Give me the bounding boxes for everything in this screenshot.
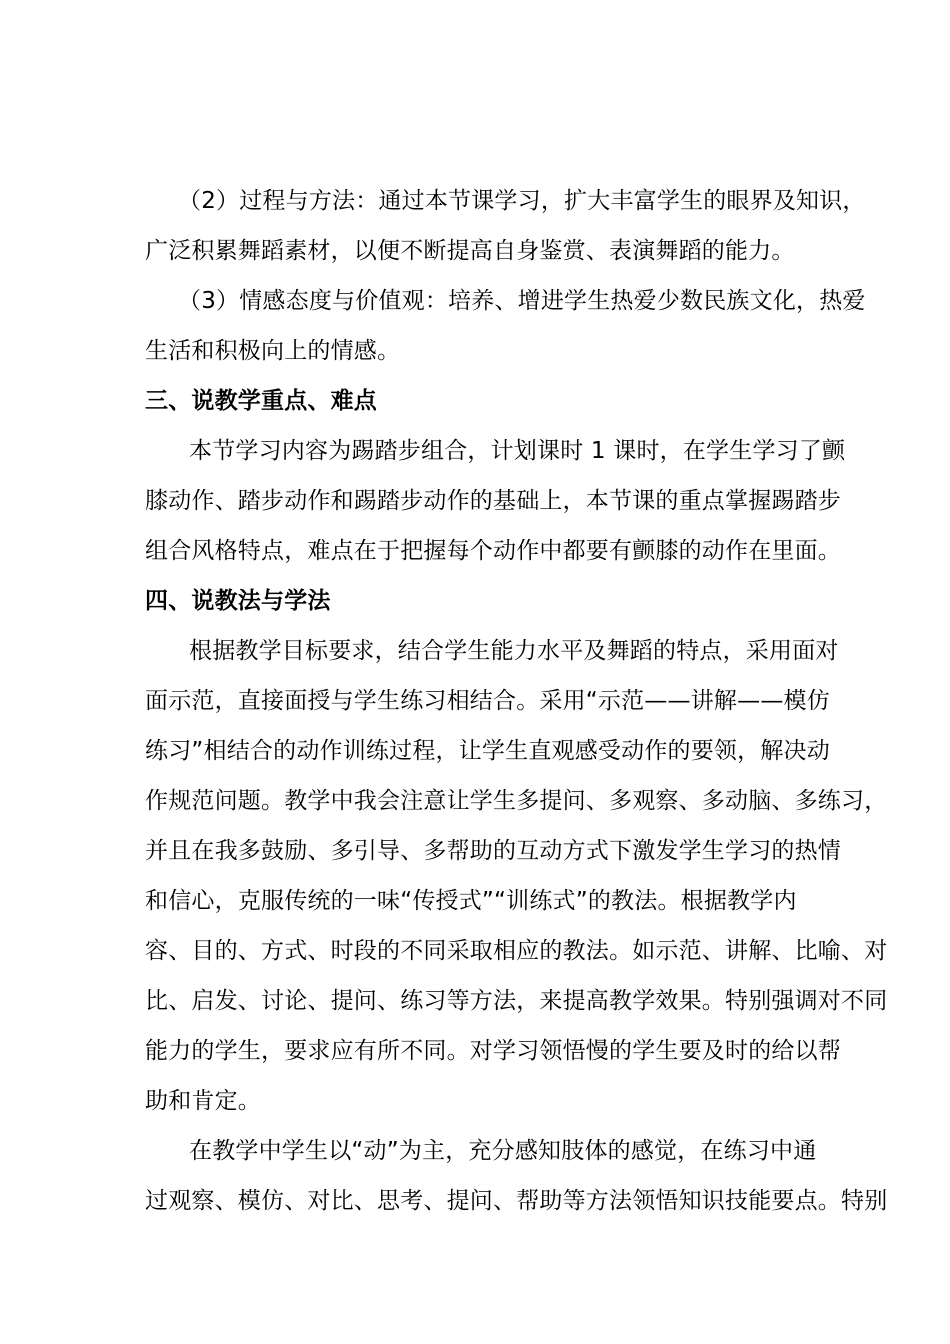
- text-line: 和信心，克服传统的一味“传授式”“训练式”的教法。根据教学内: [145, 888, 797, 914]
- text-line: 根据教学目标要求，结合学生能力水平及舞蹈的特点，采用面对: [189, 638, 839, 664]
- text-line: 作规范问题。教学中我会注意让学生多提问、多观察、多动脑、多练习，: [145, 788, 888, 814]
- text-line: （3）情感态度与价值观：培养、增进学生热爱少数民族文化，热爱: [178, 288, 866, 314]
- text-line: 组合风格特点，难点在于把握每个动作中都要有颤膝的动作在里面。: [145, 538, 841, 564]
- section-heading-methods: 四、说教法与学法: [145, 588, 331, 614]
- text-line: 助和肯定。: [145, 1088, 261, 1114]
- text-line: 过观察、模仿、对比、思考、提问、帮助等方法领悟知识技能要点。特别: [145, 1188, 888, 1214]
- text-line: 比、启发、讨论、提问、练习等方法，来提高教学效果。特别强调对不同: [145, 988, 888, 1014]
- text-line: 能力的学生，要求应有所不同。对学习领悟慢的学生要及时的给以帮: [145, 1038, 841, 1064]
- text-line: 面示范，直接面授与学生练习相结合。采用“示范——讲解——模仿: [145, 688, 830, 714]
- text-line: 练习”相结合的动作训练过程，让学生直观感受动作的要领，解决动: [145, 738, 830, 764]
- text-line: 并且在我多鼓励、多引导、多帮助的互动方式下激发学生学习的热情: [145, 838, 841, 864]
- text-line: 广泛积累舞蹈素材，以便不断提高自身鉴赏、表演舞蹈的能力。: [145, 238, 795, 264]
- text-line: 膝动作、踏步动作和踢踏步动作的基础上，本节课的重点掌握踢踏步: [145, 488, 841, 514]
- text-line: 容、目的、方式、时段的不同采取相应的教法。如示范、讲解、比喻、对: [145, 938, 888, 964]
- text-line: 在教学中学生以“动”为主，充分感知肢体的感觉，在练习中通: [189, 1138, 817, 1164]
- text-line: 本节学习内容为踢踏步组合，计划课时 1 课时，在学生学习了颤: [189, 438, 846, 464]
- text-line: 生活和积极向上的情感。: [145, 338, 401, 364]
- text-line: （2）过程与方法：通过本节课学习，扩大丰富学生的眼界及知识，: [178, 188, 866, 214]
- section-heading-key-points: 三、说教学重点、难点: [145, 388, 377, 414]
